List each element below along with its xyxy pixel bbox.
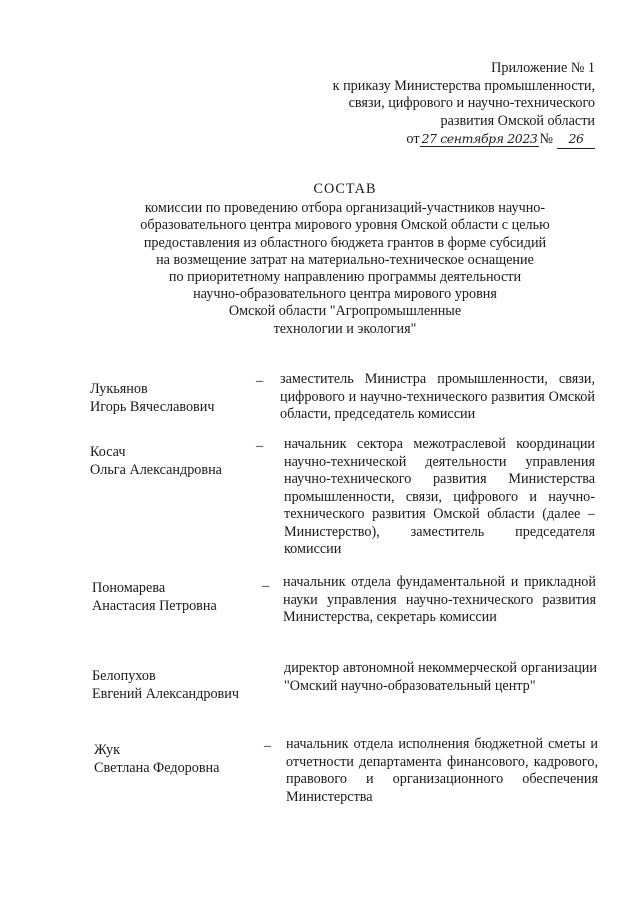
title-line: на возмещение затрат на материально-техническое оснащение (156, 251, 534, 268)
title-line: образовательного центра мирового уровня Омской области с целью (140, 217, 550, 234)
member-name (92, 580, 262, 615)
member-role: директор автономной некоммерческой организации "Омский научно-образовательный центр" (284, 660, 597, 694)
handwritten-date: 27 сентября 2023 (421, 131, 538, 146)
document-title (110, 181, 580, 338)
member-dash: – (256, 438, 264, 454)
member-surname: Жук (94, 742, 121, 758)
member-role: начальник отдела фундаментальной и прикладной науки управления научно-технического развития Министерства, секретарь комиссии (283, 574, 596, 625)
member-name (92, 668, 262, 703)
title-line: комиссии по проведению отбора организаций-участников научно- (144, 200, 546, 217)
handwritten-number: 26 (557, 130, 595, 149)
appendix-ministry-line: связи, цифрового и научно-технического (348, 95, 595, 111)
title-heading: СОСТАВ (313, 181, 377, 197)
member-surname: Лукьянов (90, 381, 148, 397)
member-role: заместитель Министра промышленности, связи, цифрового и научно-технического развития Омской области, председатель комиссии (280, 371, 595, 422)
member-given-names: Ольга Александровна (90, 461, 222, 478)
member-surname: Белопухов (92, 668, 156, 684)
member-role: начальник сектора межотраслевой координации научно-технической деятельности управления научно-технического развития Министерства промышленности, связи, цифрового и научно-технического развития Омской области (далее – Министерство), заместитель председателя комиссии (284, 436, 595, 557)
appendix-header (265, 60, 595, 149)
member-surname: Пономарева (92, 580, 166, 596)
title-line: научно-образовательного центра мирового уровня (193, 286, 497, 303)
member-surname: Косач (90, 444, 126, 460)
member-given-names: Анастасия Петровна (92, 597, 217, 614)
member-dash (262, 662, 269, 680)
appendix-order-line: к приказу Министерства промышленности, (332, 77, 595, 94)
member-given-names: Светлана Федоровна (94, 759, 220, 776)
from-label: от (406, 131, 420, 147)
member-dash: – (256, 373, 264, 389)
number-label: № (539, 131, 553, 147)
member-dash: – (264, 738, 272, 754)
title-line: технологии и экология" (273, 320, 417, 337)
appendix-number: Приложение № 1 (491, 60, 595, 76)
member-dash: – (262, 578, 270, 594)
title-line: Омской области "Агропромышленные (228, 303, 462, 320)
appendix-region-line: развития Омской области (440, 112, 595, 129)
title-line: по приоритетному направлению программы деятельности (168, 269, 522, 286)
member-name (94, 742, 264, 777)
member-name (90, 381, 260, 416)
member-name (90, 444, 260, 479)
member-role: начальник отдела исполнения бюджетной сметы и отчетности департамента финансового, кадрового, правового и организационного обеспечения Министерства (286, 736, 598, 805)
order-date-line (265, 130, 595, 149)
title-line: предоставления из областного бюджета грантов в форме субсидий (143, 234, 547, 251)
member-given-names: Игорь Вячеславович (90, 398, 215, 415)
member-given-names: Евгений Александрович (92, 685, 239, 702)
